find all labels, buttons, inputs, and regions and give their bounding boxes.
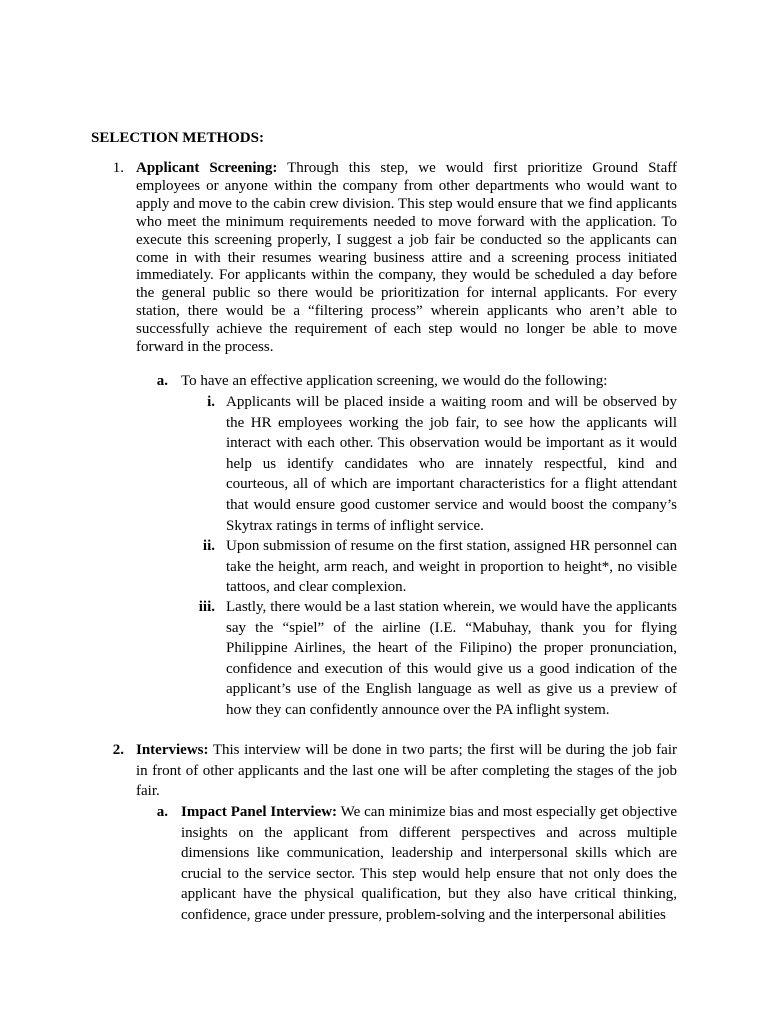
- interviews-text: This interview will be done in two parts; the first will be during the job fair in front of other applicants and the last one will be after completing the stages of the job fair.: [136, 742, 677, 800]
- list-marker-1a: a.: [156, 373, 168, 389]
- applicant-screening-paragraph: [136, 160, 677, 357]
- impact-panel-lead: Impact Panel Interview:: [181, 804, 338, 820]
- list-marker-1a-iii: iii.: [198, 599, 215, 615]
- applicant-screening-text: Through this step, we would first prioritize Ground Staff employees or anyone within the company from other departments who would want to apply and move to the cabin crew division. This step would ensure that we find applicants who meet the minimum requirements needed to move forward with the application. To execute this screening properly, I suggest a job fair be conducted so the applicants can come in with their resumes wearing business attire and a screening process initiated immediately. For applicants within the company, they would be scheduled a day before the general public so there would be prioritization for internal applicants. For every station, there would be a “filtering process” wherein applicants who aren’t able to successfully achieve the requirement of each step would no longer be able to move forward in the process.: [136, 160, 677, 356]
- list-marker-2: 2.: [112, 742, 124, 758]
- screening-step-ii-text: Upon submission of resume on the first station, assigned HR personnel can take the height, arm reach, and weight in proportion to height*, no visible tattoos, and clear complexion.: [226, 538, 677, 596]
- impact-panel-text: We can minimize bias and most especially get objective insights on the applicant from different perspectives and across multiple dimensions like communication, leadership and interpersonal skills which are crucial to the service sector. This step would help ensure that not only does the applicant have the physical qualification, but they also have critical thinking, confidence, grace under pressure, problem-solving and the interpersonal abilities: [181, 804, 678, 923]
- screening-step-iii-text: Lastly, there would be a last station wherein, we would have the applicants say the “spiel” of the airline (I.E. “Mabuhay, thank you for flying Philippine Airlines, the heart of the Filipino) the proper pronunciation, confidence and execution of this would give us a good indication of the applicant’s use of the English language as well as give us a preview of how they can confidently announce over the PA inflight system.: [226, 599, 677, 718]
- screening-step-i-text: Applicants will be placed inside a waiting room and will be observed by the HR employees working the job fair, to see how the applicants will interact with each other. This observation would be important as it would help us identify candidates who are innately respectful, kind and courteous, all of which are important characteristics for a flight attendant that would ensure good customer service and would boost the company’s Skytrax ratings in terms of inflight service.: [226, 394, 677, 534]
- list-marker-1a-ii: ii.: [202, 538, 215, 554]
- list-marker-1a-i: i.: [207, 394, 215, 410]
- list-marker-1: 1.: [112, 160, 124, 176]
- screening-intro-text: To have an effective application screening, we would do the following:: [181, 373, 608, 389]
- interviews-paragraph: [136, 740, 677, 802]
- section-heading: SELECTION METHODS:: [91, 130, 264, 146]
- list-marker-2a: a.: [156, 804, 168, 820]
- interviews-lead: Interviews:: [136, 742, 209, 758]
- applicant-screening-lead: Applicant Screening:: [136, 160, 278, 176]
- impact-panel-paragraph: [181, 802, 677, 926]
